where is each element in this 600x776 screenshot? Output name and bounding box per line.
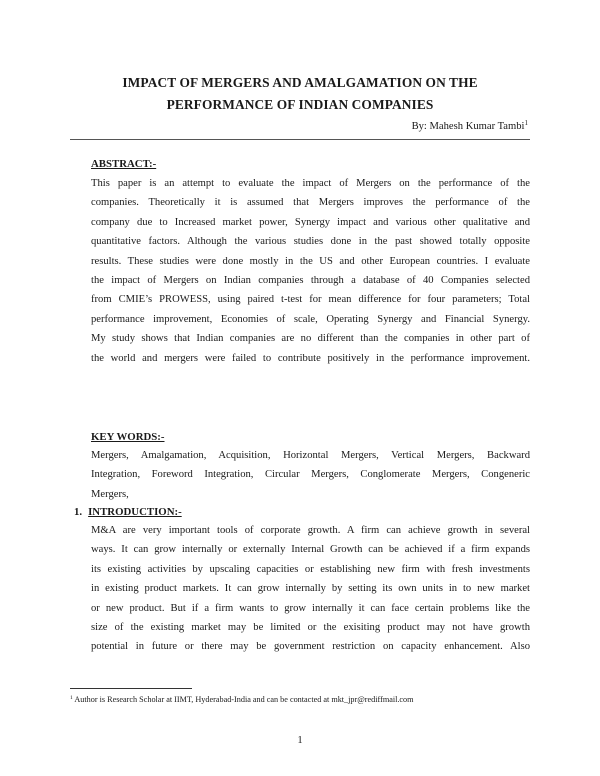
- keywords-heading: KEY WORDS:-: [91, 431, 165, 443]
- introduction-line: potential in future or there may be government restriction on capacity enhancement. Also: [91, 641, 530, 653]
- paper-title-line-1: IMPACT OF MERGERS AND AMALGAMATION ON THE: [122, 75, 478, 90]
- abstract-line: results. These studies were done mostly in the US and other European countries. I evaluate: [91, 255, 530, 267]
- introduction-line: ways. It can grow internally or externally Internal Growth can be achieved if a firm expands: [91, 544, 530, 556]
- keywords-line: Mergers, Amalgamation, Acquisition, Horizontal Mergers, Vertical Mergers, Backward: [91, 450, 530, 461]
- introduction-line: its existing activities by upscaling capacities or establishing new firm with fresh investments: [91, 563, 530, 575]
- introduction-heading: [74, 505, 182, 519]
- abstract-line: This paper is an attempt to evaluate the impact of Mergers on the performance of the: [91, 178, 530, 189]
- keywords-paragraph: [91, 446, 530, 504]
- footnote-mark: 1: [70, 695, 73, 701]
- footnote-text: Author is Research Scholar at IIMT, Hyderabad-India and can be contacted at mkt_jpr@rediffmail.com: [74, 695, 414, 704]
- abstract-paragraph: [91, 174, 530, 368]
- author-name: By: Mahesh Kumar Tambi: [411, 121, 525, 132]
- footnote: [70, 694, 414, 705]
- abstract-line: company due to Increased market power, Synergy impact and various other qualitative and: [91, 216, 530, 228]
- abstract-line: from CMIE’s PROWESS, using paired t-test for mean difference for four parameters; Total: [91, 294, 530, 306]
- paper-title-line-2: PERFORMANCE OF INDIAN COMPANIES: [166, 97, 434, 112]
- page-number: 1: [297, 735, 303, 746]
- introduction-line: or new product. But if a firm wants to grow internally it can face certain problems like the: [91, 602, 530, 614]
- abstract-line: performance improvement, Economies of scale, Operating Synergy and Financial Synergy.: [91, 313, 530, 325]
- introduction-line: in existing product markets. It can grow internally by setting its own units in to new market: [91, 583, 530, 595]
- abstract-line: the world and mergers were failed to contribute positively in the performance improvement.: [91, 352, 530, 364]
- section-title: INTRODUCTION:-: [88, 506, 182, 518]
- abstract-line: the impact of Mergers on Indian companies through a database of 40 Companies selected: [91, 274, 530, 286]
- title-divider: [70, 139, 530, 140]
- introduction-line: size of the existing market may be limited or the exisiting product may not have growth: [91, 621, 530, 633]
- keywords-line: Mergers,: [91, 488, 129, 500]
- section-number: 1.: [74, 506, 83, 518]
- abstract-heading: ABSTRACT:-: [91, 158, 157, 170]
- keywords-line: Integration, Foreword Integration, Circular Mergers, Conglomerate Mergers, Congeneric: [91, 469, 530, 481]
- introduction-paragraph: [91, 521, 530, 657]
- footnote-divider: [70, 688, 192, 689]
- abstract-line: My study shows that Indian companies are no different than the companies in other part of: [91, 333, 530, 345]
- author-footnote-mark: 1: [524, 119, 528, 127]
- author-byline: [412, 120, 528, 134]
- abstract-line: companies. Theoretically it is assumed that Mergers improves the performance of the: [91, 197, 530, 209]
- abstract-line: quantitative factors. Although the various studies done in the past showed totally opposite: [91, 236, 530, 248]
- introduction-line: M&A are very important tools of corporate growth. A firm can achieve growth in several: [91, 525, 530, 536]
